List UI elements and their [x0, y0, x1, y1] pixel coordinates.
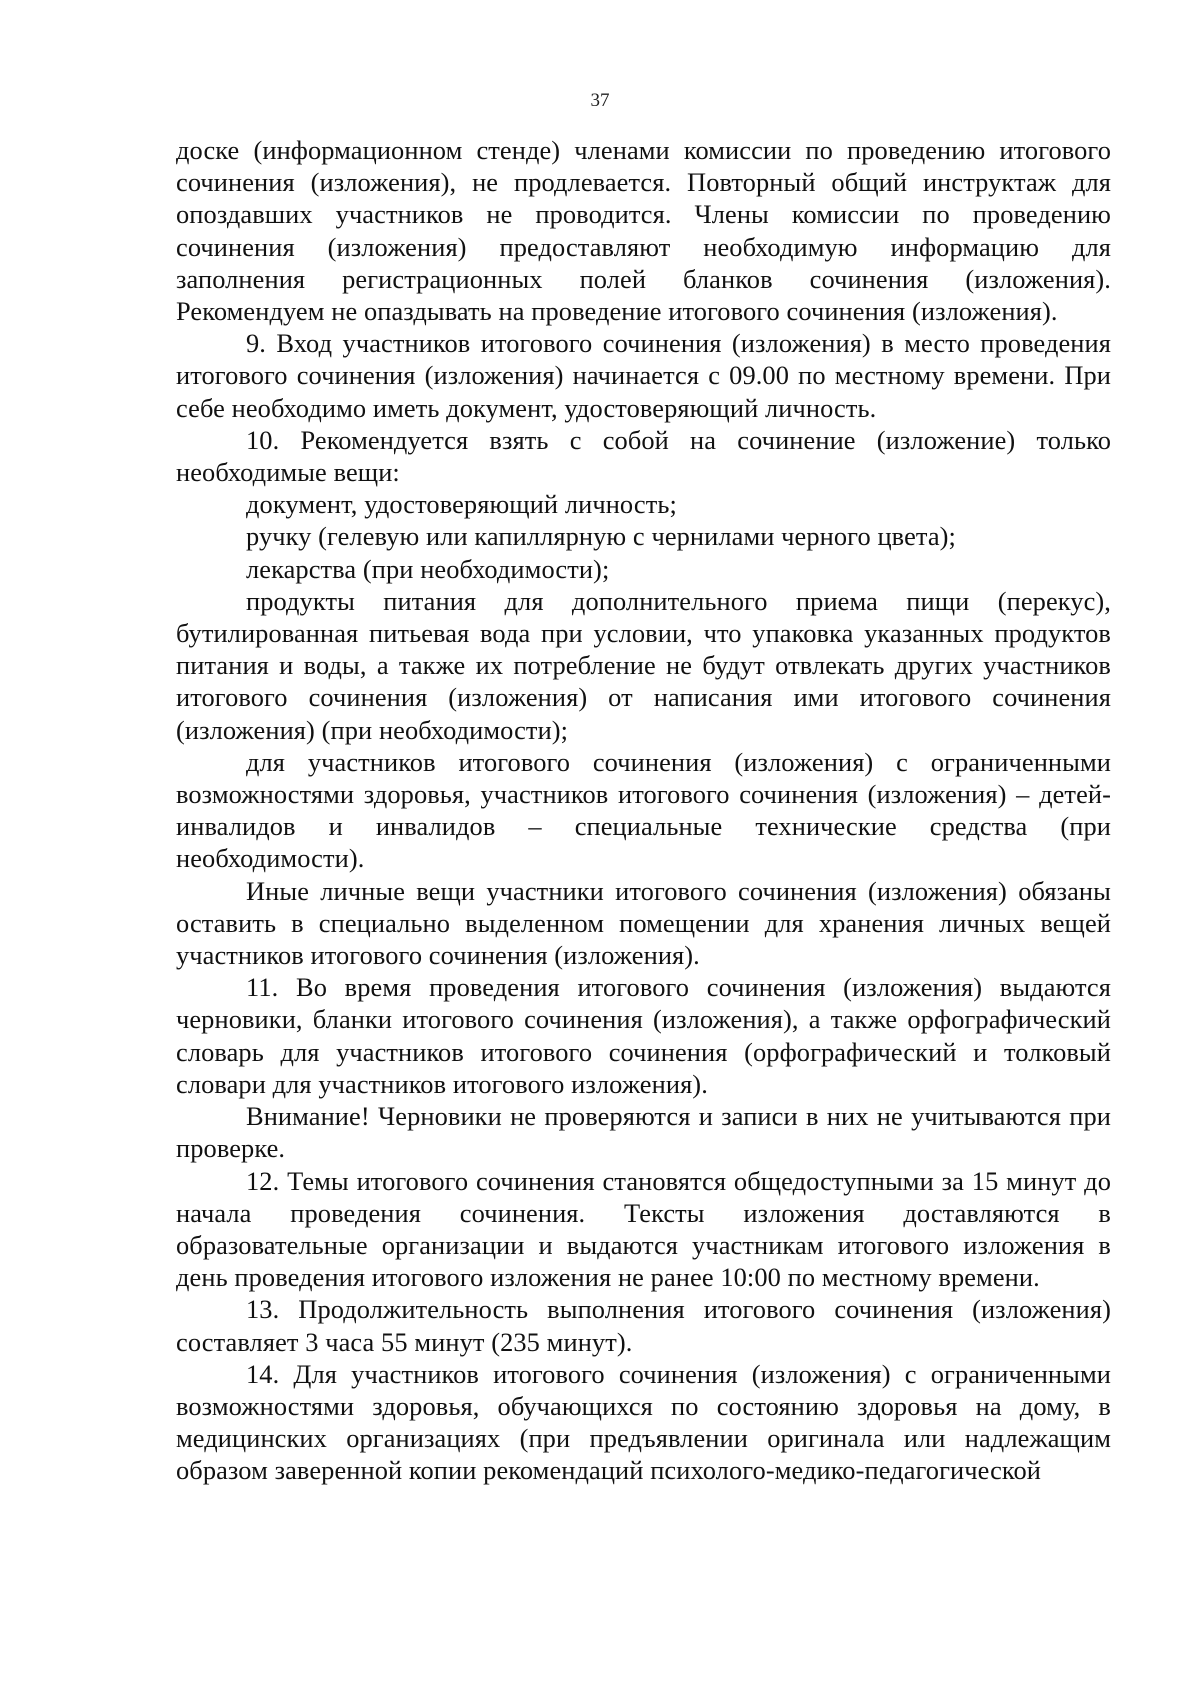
paragraph-attention: Внимание! Черновики не проверяются и записи в них не учитываются при проверке.: [176, 1101, 1111, 1164]
list-item-food: продукты питания для дополнительного приема пищи (перекус), бутилированная питьевая вода при условии, что упаковка указанных продуктов питания и воды, а также их потребление не будут отвлекать других участников итогового сочинения (изложения) от написания ими итогового сочинения (изложения) (при необходимости);: [176, 585, 1111, 745]
list-item-pen: ручку (гелевую или капиллярную с чернилами черного цвета);: [246, 521, 956, 552]
paragraph-item-11: 11. Во время проведения итогового сочинения (изложения) выдаются черновики, бланки итогового сочинения (изложения), а также орфографический словарь для участников итогового сочинения (орфографический и толковый словари для участников итогового изложения).: [176, 972, 1111, 1099]
paragraph-item-12: 12. Темы итогового сочинения становятся общедоступными за 15 минут до начала проведения сочинения. Тексты изложения доставляются в образовательные организации и выдаются участникам итогового изложения в день проведения итогового изложения не ранее 10:00 по местному времени.: [176, 1165, 1111, 1293]
paragraph-continuation: доске (информационном стенде) членами комиссии по проведению итогового сочинения (изложения), не продлевается. Повторный общий инструктаж для опоздавших участников не проводится. Члены комиссии по проведению сочинения (изложения) предоставляют необходимую информацию для заполнения регистрационных полей бланков сочинения (изложения). Рекомендуем не опаздывать на проведение итогового сочинения (изложения).: [176, 135, 1111, 327]
paragraph-item-14: 14. Для участников итогового сочинения (изложения) с ограниченными возможностями здоровья, обучающихся по состоянию здоровья на дому, в медицинских организациях (при предъявлении оригинала или надлежащим образом заверенной копии рекомендаций психолого-медико-педагогической: [176, 1358, 1111, 1486]
paragraph-item-10: 10. Рекомендуется взять с собой на сочинение (изложение) только необходимые вещи:: [176, 424, 1111, 488]
paragraph-personal-items: Иные личные вещи участники итогового сочинения (изложения) обязаны оставить в специально выделенном помещении для хранения личных вещей участников итогового сочинения (изложения).: [176, 875, 1111, 971]
list-item-medicine: лекарства (при необходимости);: [246, 553, 610, 584]
paragraph-item-13: 13. Продолжительность выполнения итогового сочинения (изложения) составляет 3 часа 55 минут (235 минут).: [176, 1294, 1111, 1357]
paragraph-item-9: 9. Вход участников итогового сочинения (изложения) в место проведения итогового сочинения (изложения) начинается с 09.00 по местному времени. При себе необходимо иметь документ, удостоверяющий личность.: [176, 328, 1111, 423]
list-item-id-document: документ, удостоверяющий личность;: [246, 489, 677, 520]
list-item-special-means: для участников итогового сочинения (изложения) с ограниченными возможностями здоровья, участников итогового сочинения (изложения) – детей-инвалидов и инвалидов – специальные технические средства (при необходимости).: [176, 746, 1111, 874]
page-number: 37: [590, 90, 610, 111]
document-body: [176, 134, 1111, 1487]
